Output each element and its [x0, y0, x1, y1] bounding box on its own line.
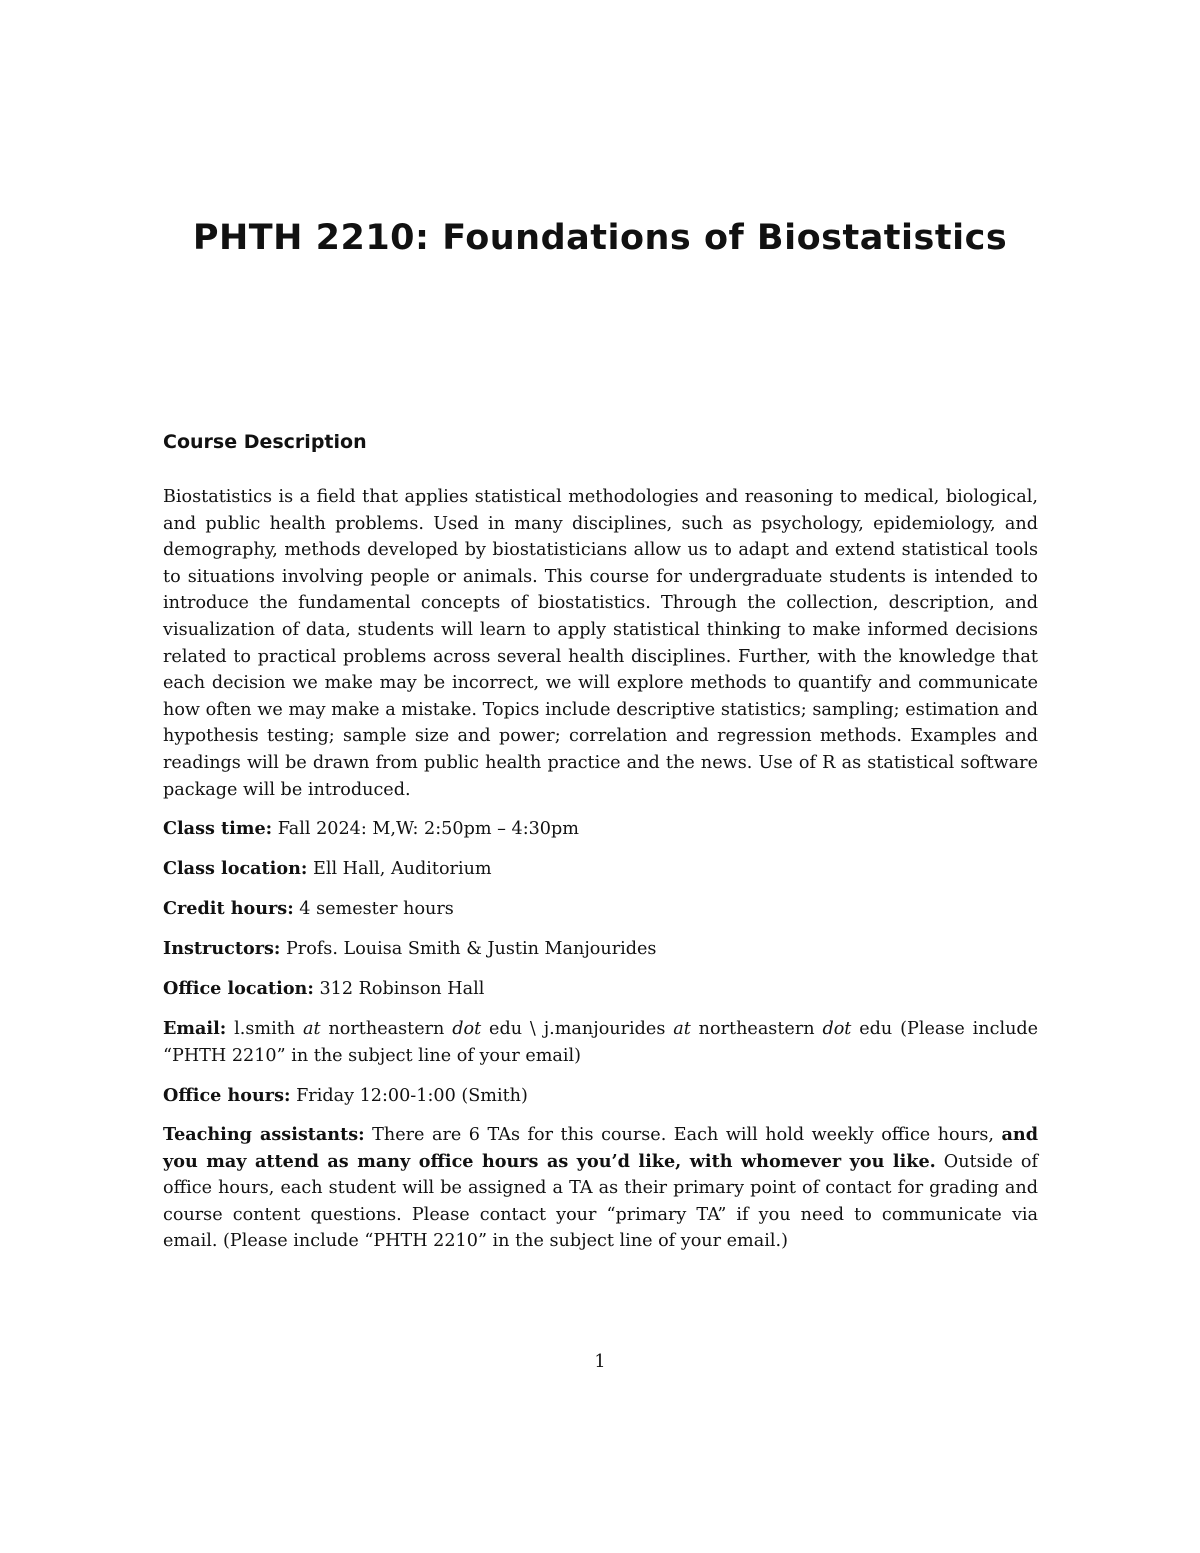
- class-time-label: Class time:: [163, 818, 273, 839]
- email-part-1: l.smith: [234, 1019, 296, 1039]
- credit-hours-line: [163, 896, 1038, 923]
- instructors-value: Profs. Louisa Smith & Justin Manjourides: [285, 939, 657, 959]
- class-location-line: [163, 856, 1038, 883]
- instructors-line: [163, 936, 1038, 963]
- teaching-assistants-text-2: Outside of office hours, each student will be assigned a TA as their primary point of contact for grading and course content questions. Please contact your “primary TA” if you need to communicate via email. (Please include “PHTH 2210” in the subject line of your email.): [163, 1151, 1038, 1252]
- email-line: [163, 1016, 1038, 1069]
- class-time-value: Fall 2024: M,W: 2:50pm – 4:30pm: [277, 819, 579, 839]
- teaching-assistants-label: Teaching assistants:: [163, 1124, 365, 1145]
- teaching-assistants-bold-text: and you may attend as many office hours as you’d like, with whomever you like.: [163, 1124, 1039, 1172]
- email-dot-1: dot: [452, 1019, 482, 1039]
- email-label: Email:: [163, 1018, 227, 1039]
- office-location-label: Office location:: [163, 978, 314, 999]
- class-time-line: [163, 816, 1038, 843]
- email-dot-2: dot: [822, 1019, 852, 1039]
- course-description-heading: Course Description: [163, 431, 367, 453]
- instructors-label: Instructors:: [163, 938, 281, 959]
- office-hours-line: [163, 1083, 1038, 1110]
- email-at-2: at: [673, 1019, 691, 1039]
- course-description-body: Biostatistics is a field that applies statistical methodologies and reasoning to medical, biological, and public health problems. Used in many disciplines, such as psychology, epidemiology, and demography, methods developed by biostatisticians allow us to adapt and extend statistical tools to situations involving people or animals. This course for undergraduate students is intended to introduce the fundamental concepts of biostatistics. Through the collection, description, and visualization of data, students will learn to apply statistical thinking to make informed decisions related to practical problems across several health disciplines. Further, with the knowledge that each decision we make may be incorrect, we will explore methods to quantify and communicate how often we may make a mistake. Topics include descriptive statistics; sampling; estimation and hypothesis testing; sample size and power; correlation and regression methods. Examples and readings will be drawn from public health practice and the news. Use of R as statistical software package will be introduced.: [163, 487, 1038, 800]
- office-hours-value: Friday 12:00-1:00 (Smith): [296, 1086, 528, 1106]
- teaching-assistants-text-1: There are 6 TAs for this course. Each will hold weekly office hours,: [372, 1125, 994, 1145]
- class-location-value: Ell Hall, Auditorium: [312, 859, 492, 879]
- office-hours-label: Office hours:: [163, 1085, 291, 1106]
- credit-hours-value: 4 semester hours: [299, 899, 454, 919]
- email-at-1: at: [303, 1019, 321, 1039]
- class-location-label: Class location:: [163, 858, 308, 879]
- page-title: PHTH 2210: Foundations of Biostatistics: [192, 218, 1008, 258]
- office-location-line: [163, 976, 1038, 1003]
- office-location-value: 312 Robinson Hall: [319, 979, 485, 999]
- email-part-4: northeastern: [698, 1019, 815, 1039]
- page-number: 1: [594, 1352, 606, 1372]
- credit-hours-label: Credit hours:: [163, 898, 294, 919]
- email-part-3: edu \ j.manjourides: [489, 1019, 666, 1039]
- teaching-assistants-line: [163, 1122, 1038, 1255]
- email-part-2: northeastern: [328, 1019, 445, 1039]
- email-part-5: edu (Please include “PHTH 2210” in the subject line of your email): [163, 1019, 1039, 1066]
